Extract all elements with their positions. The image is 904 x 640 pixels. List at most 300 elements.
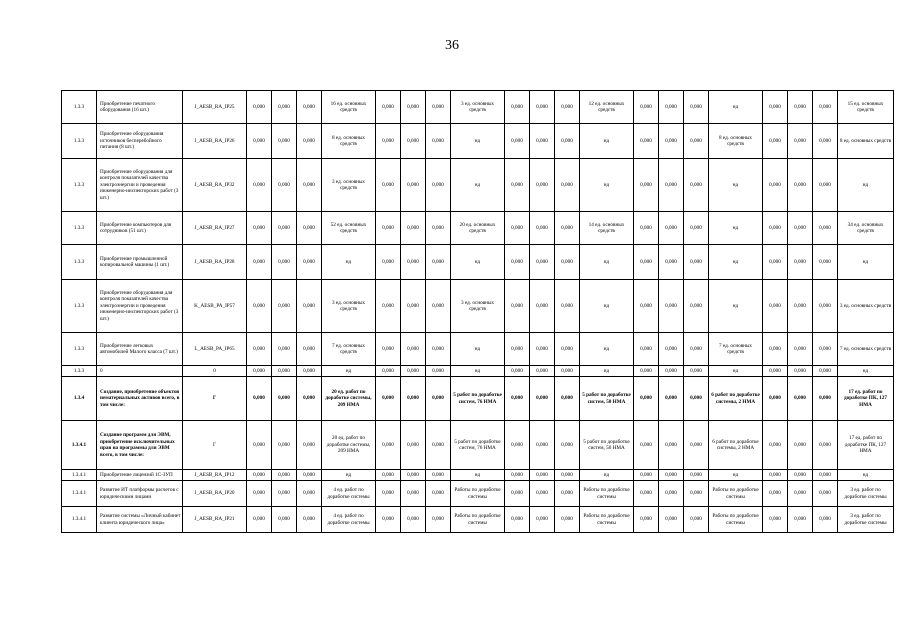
row-number-cell: 1.3.3 [62, 245, 97, 280]
value-cell: 0,000 [247, 280, 272, 333]
row-code-cell: L_AESB_PA_IP65 [183, 333, 247, 366]
value-cell: 0,000 [272, 421, 297, 470]
value-cell: 0,000 [376, 366, 401, 377]
value-cell: 0,000 [659, 333, 684, 366]
quantity-cell: 5 работ по доработке систем, 50 НМА [580, 377, 634, 421]
row-code-cell: Г [183, 377, 247, 421]
value-cell: 0,000 [634, 366, 659, 377]
value-cell: 0,000 [763, 333, 788, 366]
quantity-cell: нд [451, 245, 505, 280]
row-code-cell: J_AESB_RA_IP32 [183, 159, 247, 212]
quantity-cell: нд [580, 159, 634, 212]
value-cell: 0,000 [659, 421, 684, 470]
value-cell: 0,000 [376, 333, 401, 366]
value-cell: 0,000 [763, 124, 788, 159]
value-cell: 0,000 [530, 159, 555, 212]
row-name-cell: Развитие системы «Личный кабинет клиента юридического лица» [97, 507, 183, 533]
value-cell: 0,000 [634, 421, 659, 470]
value-cell: 0,000 [763, 421, 788, 470]
quantity-cell: нд [580, 124, 634, 159]
quantity-cell: 4 ед. работ по доработке системы [322, 507, 376, 533]
row-code-cell: J_AESB_RA_IP28 [183, 245, 247, 280]
row-name-cell: Создание, приобретение объектов нематериальных активов всего, в том числе: [97, 377, 183, 421]
value-cell: 0,000 [788, 421, 813, 470]
value-cell: 0,000 [684, 507, 709, 533]
value-cell: 0,000 [376, 245, 401, 280]
value-cell: 0,000 [788, 333, 813, 366]
value-cell: 0,000 [684, 481, 709, 507]
quantity-cell: нд [580, 280, 634, 333]
value-cell: 0,000 [247, 124, 272, 159]
value-cell: 0,000 [247, 159, 272, 212]
value-cell: 0,000 [376, 212, 401, 245]
value-cell: 0,000 [530, 507, 555, 533]
value-cell: 0,000 [505, 212, 530, 245]
value-cell: 0,000 [634, 91, 659, 124]
row-number-cell: 1.3.4.1 [62, 470, 97, 481]
value-cell: 0,000 [376, 159, 401, 212]
row-number-cell: 1.3.3 [62, 280, 97, 333]
value-cell: 0,000 [297, 470, 322, 481]
value-cell: 0,000 [426, 91, 451, 124]
value-cell: 0,000 [297, 333, 322, 366]
value-cell: 0,000 [272, 481, 297, 507]
quantity-cell: 14 ед. основных средств [580, 212, 634, 245]
table-row [62, 245, 894, 280]
quantity-cell: 15 ед. основных средств [838, 91, 894, 124]
quantity-cell: 34 ед. основных средств [838, 212, 894, 245]
row-code-cell: J_AESB_RA_IP12 [183, 470, 247, 481]
row-number-cell: 1.3.4.1 [62, 421, 97, 470]
value-cell: 0,000 [297, 245, 322, 280]
value-cell: 0,000 [505, 91, 530, 124]
value-cell: 0,000 [659, 507, 684, 533]
quantity-cell: нд [709, 245, 763, 280]
table-row [62, 377, 894, 421]
row-number-cell: 1.3.3 [62, 212, 97, 245]
value-cell: 0,000 [376, 507, 401, 533]
value-cell: 0,000 [684, 91, 709, 124]
value-cell: 0,000 [401, 91, 426, 124]
investment-table [61, 90, 894, 533]
row-code-cell: J_AESB_RA_IP26 [183, 124, 247, 159]
row-code-cell: 0 [183, 366, 247, 377]
value-cell: 0,000 [247, 470, 272, 481]
value-cell: 0,000 [401, 470, 426, 481]
value-cell: 0,000 [272, 91, 297, 124]
value-cell: 0,000 [763, 245, 788, 280]
value-cell: 0,000 [376, 91, 401, 124]
value-cell: 0,000 [788, 481, 813, 507]
row-name-cell: Создание программ для ЭВМ, приобретение исключительных прав на программы для ЭВМ всего, в том числе: [97, 421, 183, 470]
value-cell: 0,000 [555, 470, 580, 481]
value-cell: 0,000 [684, 124, 709, 159]
quantity-cell: Работы по доработке системы [451, 507, 505, 533]
value-cell: 0,000 [634, 481, 659, 507]
value-cell: 0,000 [659, 470, 684, 481]
value-cell: 0,000 [401, 421, 426, 470]
table-row [62, 366, 894, 377]
value-cell: 0,000 [426, 470, 451, 481]
value-cell: 0,000 [297, 212, 322, 245]
quantity-cell: нд [451, 366, 505, 377]
quantity-cell: 12 ед. основных средств [580, 91, 634, 124]
value-cell: 0,000 [426, 507, 451, 533]
value-cell: 0,000 [555, 421, 580, 470]
quantity-cell: нд [451, 124, 505, 159]
quantity-cell: нд [322, 470, 376, 481]
quantity-cell: 8 ед. основных средств [322, 124, 376, 159]
quantity-cell: нд [580, 245, 634, 280]
quantity-cell: 52 ед. основных средств [322, 212, 376, 245]
value-cell: 0,000 [401, 245, 426, 280]
value-cell: 0,000 [401, 159, 426, 212]
quantity-cell: 20 ед. основных средств [451, 212, 505, 245]
value-cell: 0,000 [505, 470, 530, 481]
value-cell: 0,000 [763, 212, 788, 245]
row-code-cell: J_AESB_RA_IP20 [183, 481, 247, 507]
value-cell: 0,000 [763, 159, 788, 212]
row-name-cell: Приобретение легковых автомобилей Малого класса (7 шт.) [97, 333, 183, 366]
value-cell: 0,000 [297, 421, 322, 470]
quantity-cell: 17 ед. работ по доработке ПК, 127 НМА [838, 377, 894, 421]
value-cell: 0,000 [684, 333, 709, 366]
value-cell: 0,000 [426, 280, 451, 333]
row-code-cell: J_AESB_RA_IP25 [183, 91, 247, 124]
value-cell: 0,000 [530, 421, 555, 470]
value-cell: 0,000 [505, 377, 530, 421]
table-row [62, 280, 894, 333]
quantity-cell: нд [709, 470, 763, 481]
value-cell: 0,000 [788, 377, 813, 421]
quantity-cell: 7 ед. основных средств [709, 333, 763, 366]
value-cell: 0,000 [813, 470, 838, 481]
value-cell: 0,000 [297, 377, 322, 421]
value-cell: 0,000 [426, 245, 451, 280]
value-cell: 0,000 [505, 507, 530, 533]
row-number-cell: 1.3.3 [62, 124, 97, 159]
value-cell: 0,000 [401, 280, 426, 333]
value-cell: 0,000 [426, 333, 451, 366]
value-cell: 0,000 [555, 280, 580, 333]
value-cell: 0,000 [426, 366, 451, 377]
value-cell: 0,000 [530, 377, 555, 421]
value-cell: 0,000 [247, 481, 272, 507]
row-name-cell: Приобретение оборудования источников бесперебойного питания (8 шт.) [97, 124, 183, 159]
quantity-cell: 3 ед. основных средств [838, 280, 894, 333]
value-cell: 0,000 [297, 159, 322, 212]
value-cell: 0,000 [684, 159, 709, 212]
value-cell: 0,000 [555, 507, 580, 533]
value-cell: 0,000 [401, 212, 426, 245]
value-cell: 0,000 [555, 245, 580, 280]
value-cell: 0,000 [401, 366, 426, 377]
value-cell: 0,000 [684, 421, 709, 470]
value-cell: 0,000 [376, 421, 401, 470]
value-cell: 0,000 [426, 481, 451, 507]
value-cell: 0,000 [247, 377, 272, 421]
value-cell: 0,000 [272, 159, 297, 212]
quantity-cell: нд [709, 280, 763, 333]
value-cell: 0,000 [272, 280, 297, 333]
table-row [62, 124, 894, 159]
value-cell: 0,000 [555, 124, 580, 159]
value-cell: 0,000 [530, 280, 555, 333]
row-number-cell: 1.3.4.1 [62, 481, 97, 507]
value-cell: 0,000 [813, 212, 838, 245]
table-row [62, 91, 894, 124]
value-cell: 0,000 [376, 280, 401, 333]
quantity-cell: 3 ед. работ по доработке системы [838, 481, 894, 507]
row-name-cell: Приобретение компьютеров для сотрудников (51 шт.) [97, 212, 183, 245]
value-cell: 0,000 [272, 470, 297, 481]
value-cell: 0,000 [530, 470, 555, 481]
value-cell: 0,000 [272, 507, 297, 533]
value-cell: 0,000 [788, 470, 813, 481]
value-cell: 0,000 [247, 366, 272, 377]
row-number-cell: 1.3.4.1 [62, 507, 97, 533]
row-name-cell: Развитие ИТ платформы расчетов с юридическими лицами [97, 481, 183, 507]
quantity-cell: 6 работ по доработке системы, 2 НМА [709, 377, 763, 421]
value-cell: 0,000 [788, 507, 813, 533]
value-cell: 0,000 [530, 333, 555, 366]
quantity-cell: нд [838, 470, 894, 481]
value-cell: 0,000 [401, 507, 426, 533]
quantity-cell: нд [322, 366, 376, 377]
quantity-cell: нд [322, 245, 376, 280]
value-cell: 0,000 [813, 481, 838, 507]
row-number-cell: 1.3.3 [62, 91, 97, 124]
table-row [62, 421, 894, 470]
quantity-cell: Работы по доработке системы [709, 481, 763, 507]
value-cell: 0,000 [505, 481, 530, 507]
value-cell: 0,000 [788, 366, 813, 377]
row-code-cell: J_AESB_RA_IP21 [183, 507, 247, 533]
quantity-cell: нд [709, 212, 763, 245]
value-cell: 0,000 [659, 212, 684, 245]
value-cell: 0,000 [272, 333, 297, 366]
value-cell: 0,000 [272, 366, 297, 377]
value-cell: 0,000 [763, 470, 788, 481]
value-cell: 0,000 [401, 481, 426, 507]
value-cell: 0,000 [555, 377, 580, 421]
row-number-cell: 1.3.4 [62, 377, 97, 421]
value-cell: 0,000 [763, 91, 788, 124]
value-cell: 0,000 [530, 481, 555, 507]
value-cell: 0,000 [376, 481, 401, 507]
value-cell: 0,000 [634, 212, 659, 245]
value-cell: 0,000 [272, 245, 297, 280]
value-cell: 0,000 [555, 333, 580, 366]
row-name-cell: Приобретение оборудования для контроля показателей качества электроэнергии и проведения инженерно-инспекторских работ (3 шт.) [97, 159, 183, 212]
value-cell: 0,000 [530, 212, 555, 245]
value-cell: 0,000 [763, 507, 788, 533]
quantity-cell: 8 ед. основных средств [709, 124, 763, 159]
quantity-cell: нд [838, 366, 894, 377]
quantity-cell: 8 ед. основных средств [838, 124, 894, 159]
table-row [62, 507, 894, 533]
value-cell: 0,000 [247, 245, 272, 280]
value-cell: 0,000 [297, 280, 322, 333]
value-cell: 0,000 [247, 212, 272, 245]
quantity-cell: 3 ед. основных средств [322, 159, 376, 212]
row-name-cell: Приобретение печатного оборудования (16 шт.) [97, 91, 183, 124]
value-cell: 0,000 [426, 124, 451, 159]
value-cell: 0,000 [659, 159, 684, 212]
value-cell: 0,000 [684, 377, 709, 421]
quantity-cell: 3 ед. основных средств [322, 280, 376, 333]
value-cell: 0,000 [813, 377, 838, 421]
value-cell: 0,000 [505, 366, 530, 377]
quantity-cell: нд [709, 91, 763, 124]
value-cell: 0,000 [297, 507, 322, 533]
value-cell: 0,000 [297, 366, 322, 377]
value-cell: 0,000 [505, 421, 530, 470]
quantity-cell: нд [709, 366, 763, 377]
value-cell: 0,000 [813, 280, 838, 333]
value-cell: 0,000 [659, 481, 684, 507]
row-name-cell: Приобретение оборудования для контроля показателей качества электроэнергии и проведения инженерно-инспекторских работ (3 шт.) [97, 280, 183, 333]
quantity-cell: нд [838, 159, 894, 212]
quantity-cell: 17 ед. работ по доработке ПК, 127 НМА [838, 421, 894, 470]
row-code-cell: Г [183, 421, 247, 470]
value-cell: 0,000 [788, 91, 813, 124]
quantity-cell: нд [451, 159, 505, 212]
value-cell: 0,000 [401, 377, 426, 421]
quantity-cell: 3 ед. основных средств [451, 91, 505, 124]
table-row [62, 212, 894, 245]
quantity-cell: 16 ед. основных средств [322, 91, 376, 124]
value-cell: 0,000 [505, 280, 530, 333]
value-cell: 0,000 [788, 280, 813, 333]
value-cell: 0,000 [763, 366, 788, 377]
row-name-cell: 0 [97, 366, 183, 377]
value-cell: 0,000 [813, 333, 838, 366]
value-cell: 0,000 [530, 366, 555, 377]
value-cell: 0,000 [426, 377, 451, 421]
value-cell: 0,000 [788, 212, 813, 245]
value-cell: 0,000 [684, 366, 709, 377]
quantity-cell: 7 ед. основных средств [322, 333, 376, 366]
quantity-cell: 4 ед. работ по доработке системы [322, 481, 376, 507]
value-cell: 0,000 [272, 212, 297, 245]
value-cell: 0,000 [684, 470, 709, 481]
quantity-cell: нд [451, 470, 505, 481]
value-cell: 0,000 [505, 159, 530, 212]
quantity-cell: 5 работ по доработке систем, 50 НМА [580, 421, 634, 470]
value-cell: 0,000 [530, 245, 555, 280]
value-cell: 0,000 [634, 333, 659, 366]
value-cell: 0,000 [788, 124, 813, 159]
value-cell: 0,000 [505, 245, 530, 280]
value-cell: 0,000 [763, 377, 788, 421]
value-cell: 0,000 [763, 481, 788, 507]
value-cell: 0,000 [505, 333, 530, 366]
value-cell: 0,000 [247, 507, 272, 533]
value-cell: 0,000 [634, 377, 659, 421]
quantity-cell: Работы по доработке системы [580, 481, 634, 507]
row-name-cell: Приобретение промышленной копировальной машины (1 шт.) [97, 245, 183, 280]
value-cell: 0,000 [788, 245, 813, 280]
row-code-cell: J_AESB_RA_IP27 [183, 212, 247, 245]
quantity-cell: нд [709, 159, 763, 212]
value-cell: 0,000 [247, 91, 272, 124]
value-cell: 0,000 [401, 124, 426, 159]
value-cell: 0,000 [813, 507, 838, 533]
value-cell: 0,000 [634, 280, 659, 333]
quantity-cell: 3 ед. работ по доработке системы [838, 507, 894, 533]
value-cell: 0,000 [376, 470, 401, 481]
quantity-cell: 20 ед. работ по доработке системы, 209 НМА [322, 377, 376, 421]
value-cell: 0,000 [247, 421, 272, 470]
quantity-cell: нд [451, 333, 505, 366]
quantity-cell: 7 ед. основных средств [838, 333, 894, 366]
value-cell: 0,000 [272, 377, 297, 421]
quantity-cell: нд [838, 245, 894, 280]
value-cell: 0,000 [297, 481, 322, 507]
value-cell: 0,000 [813, 245, 838, 280]
quantity-cell: нд [580, 366, 634, 377]
value-cell: 0,000 [634, 245, 659, 280]
quantity-cell: 5 работ по доработке систем, 76 НМА [451, 377, 505, 421]
value-cell: 0,000 [813, 159, 838, 212]
value-cell: 0,000 [426, 159, 451, 212]
quantity-cell: Работы по доработке системы [580, 507, 634, 533]
value-cell: 0,000 [634, 159, 659, 212]
quantity-cell: 20 ед. работ по доработке системы, 209 НМА [322, 421, 376, 470]
value-cell: 0,000 [684, 245, 709, 280]
value-cell: 0,000 [272, 124, 297, 159]
value-cell: 0,000 [505, 124, 530, 159]
quantity-cell: нд [580, 333, 634, 366]
value-cell: 0,000 [634, 507, 659, 533]
value-cell: 0,000 [813, 366, 838, 377]
value-cell: 0,000 [530, 124, 555, 159]
value-cell: 0,000 [684, 280, 709, 333]
table-row [62, 159, 894, 212]
table-row [62, 470, 894, 481]
value-cell: 0,000 [297, 91, 322, 124]
value-cell: 0,000 [659, 245, 684, 280]
page-number: 36 [445, 38, 459, 53]
value-cell: 0,000 [376, 377, 401, 421]
value-cell: 0,000 [659, 366, 684, 377]
value-cell: 0,000 [659, 91, 684, 124]
quantity-cell: 5 работ по доработке систем, 76 НМА [451, 421, 505, 470]
value-cell: 0,000 [788, 159, 813, 212]
quantity-cell: нд [580, 470, 634, 481]
value-cell: 0,000 [555, 91, 580, 124]
table-row [62, 333, 894, 366]
value-cell: 0,000 [813, 421, 838, 470]
table-row [62, 481, 894, 507]
value-cell: 0,000 [813, 124, 838, 159]
row-number-cell: 1.3.3 [62, 159, 97, 212]
quantity-cell: 3 ед. основных средств [451, 280, 505, 333]
value-cell: 0,000 [763, 280, 788, 333]
value-cell: 0,000 [684, 212, 709, 245]
value-cell: 0,000 [555, 366, 580, 377]
value-cell: 0,000 [376, 124, 401, 159]
value-cell: 0,000 [297, 124, 322, 159]
value-cell: 0,000 [659, 280, 684, 333]
quantity-cell: 6 работ по доработке системы, 2 НМА [709, 421, 763, 470]
row-code-cell: K_AESB_PA_IP57 [183, 280, 247, 333]
value-cell: 0,000 [426, 212, 451, 245]
value-cell: 0,000 [401, 333, 426, 366]
value-cell: 0,000 [634, 470, 659, 481]
value-cell: 0,000 [247, 333, 272, 366]
